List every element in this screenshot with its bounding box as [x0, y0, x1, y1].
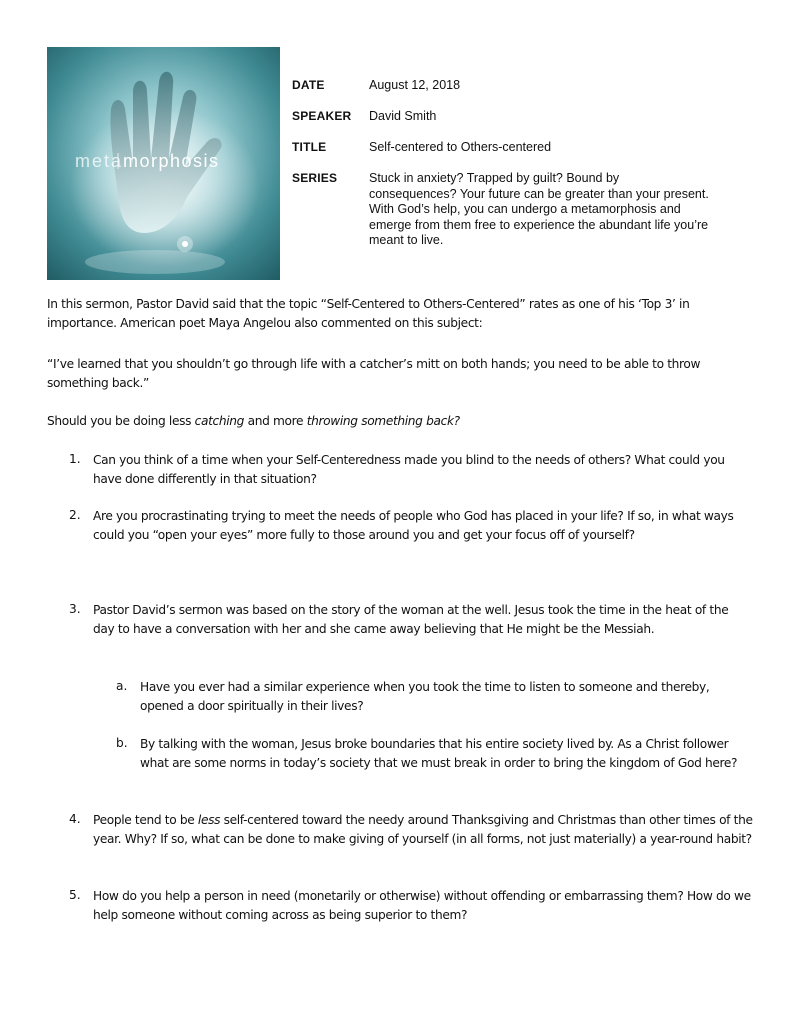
date-value: August 12, 2018: [369, 78, 461, 92]
subquestion-a-text: Have you ever had a similar experience when you took the time to listen to someone and thereby, opened a door spiritually in their lives?: [140, 680, 710, 713]
speaker-label: SPEAKER: [292, 109, 352, 123]
angelou-quote: “I’ve learned that you shouldn’t go through life with a catcher’s mitt on both hands; you need to be able to throw something back.”: [47, 357, 701, 390]
series-label: SERIES: [292, 171, 338, 185]
question-4-post: self-centered toward the needy around Thanksgiving and Christmas than other times of the year. Why? If so, what can be done to make giving of yourself (in all forms, not just materially) a year-round habit?: [93, 813, 753, 846]
subquestion-b-text: By talking with the woman, Jesus broke boundaries that his entire society lived by. As a Christ follower what are some norms in today’s society that we must break in order to bring the kingdom of God here?: [140, 737, 738, 770]
question-5-text: How do you help a person in need (monetarily or otherwise) without offending or embarrassing them? How do we help someone without coming across as being superior to them?: [93, 889, 751, 922]
date-label: DATE: [292, 78, 325, 92]
lead-question-catching: catching: [194, 414, 245, 428]
lead-question: [47, 412, 752, 431]
subquestion-b-number: b.: [116, 736, 128, 750]
series-description: Stuck in anxiety? Trapped by guilt? Bound by consequences? Your future can be greater than your present. With God’s help, you can undergo a metamorphosis and emerge from them free to experience the abundant life you’re meant to live.: [369, 171, 709, 247]
question-1-text: Can you think of a time when your Self-Centeredness made you blind to the needs of others? What could you have done differently in that situation?: [93, 453, 725, 486]
series-cover-image: [47, 47, 280, 280]
title-value: Self-centered to Others-centered: [369, 140, 552, 154]
question-3-text: Pastor David’s sermon was based on the story of the woman at the well. Jesus took the time in the heat of the day to have a conversation with her and she came away believing that He might be the Messiah.: [93, 603, 729, 636]
question-4-pre: People tend to be: [93, 813, 198, 827]
subquestion-a-number: a.: [116, 679, 128, 693]
intro-paragraph: In this sermon, Pastor David said that the topic “Self-Centered to Others-Centered” rates as one of his ‘Top 3’ in importance. American poet Maya Angelou also commented on this subject:: [47, 297, 690, 330]
title-label: TITLE: [292, 140, 327, 154]
question-2-number: 2.: [69, 508, 81, 522]
question-4-text: [93, 811, 753, 849]
question-4-emphasis: less: [197, 813, 221, 827]
question-2-text: Are you procrastinating trying to meet the needs of people who God has placed in your life? If so, in what ways could you “open your eyes” more fully to those around you and get your focus off of yourself?: [93, 509, 734, 542]
lead-question-mid: and more: [244, 414, 307, 428]
speaker-value: David Smith: [369, 109, 437, 123]
question-3-number: 3.: [69, 602, 81, 616]
question-1-number: 1.: [69, 452, 81, 466]
cover-title-meta: meta: [75, 151, 124, 171]
hand-illustration: [47, 47, 280, 280]
question-5-number: 5.: [69, 888, 81, 902]
lead-question-pre: Should you be doing less: [47, 414, 195, 428]
cover-title-morphosis: morphosis: [123, 151, 220, 171]
question-4-number: 4.: [69, 812, 81, 826]
lead-question-throwing: throwing something back?: [306, 414, 460, 428]
